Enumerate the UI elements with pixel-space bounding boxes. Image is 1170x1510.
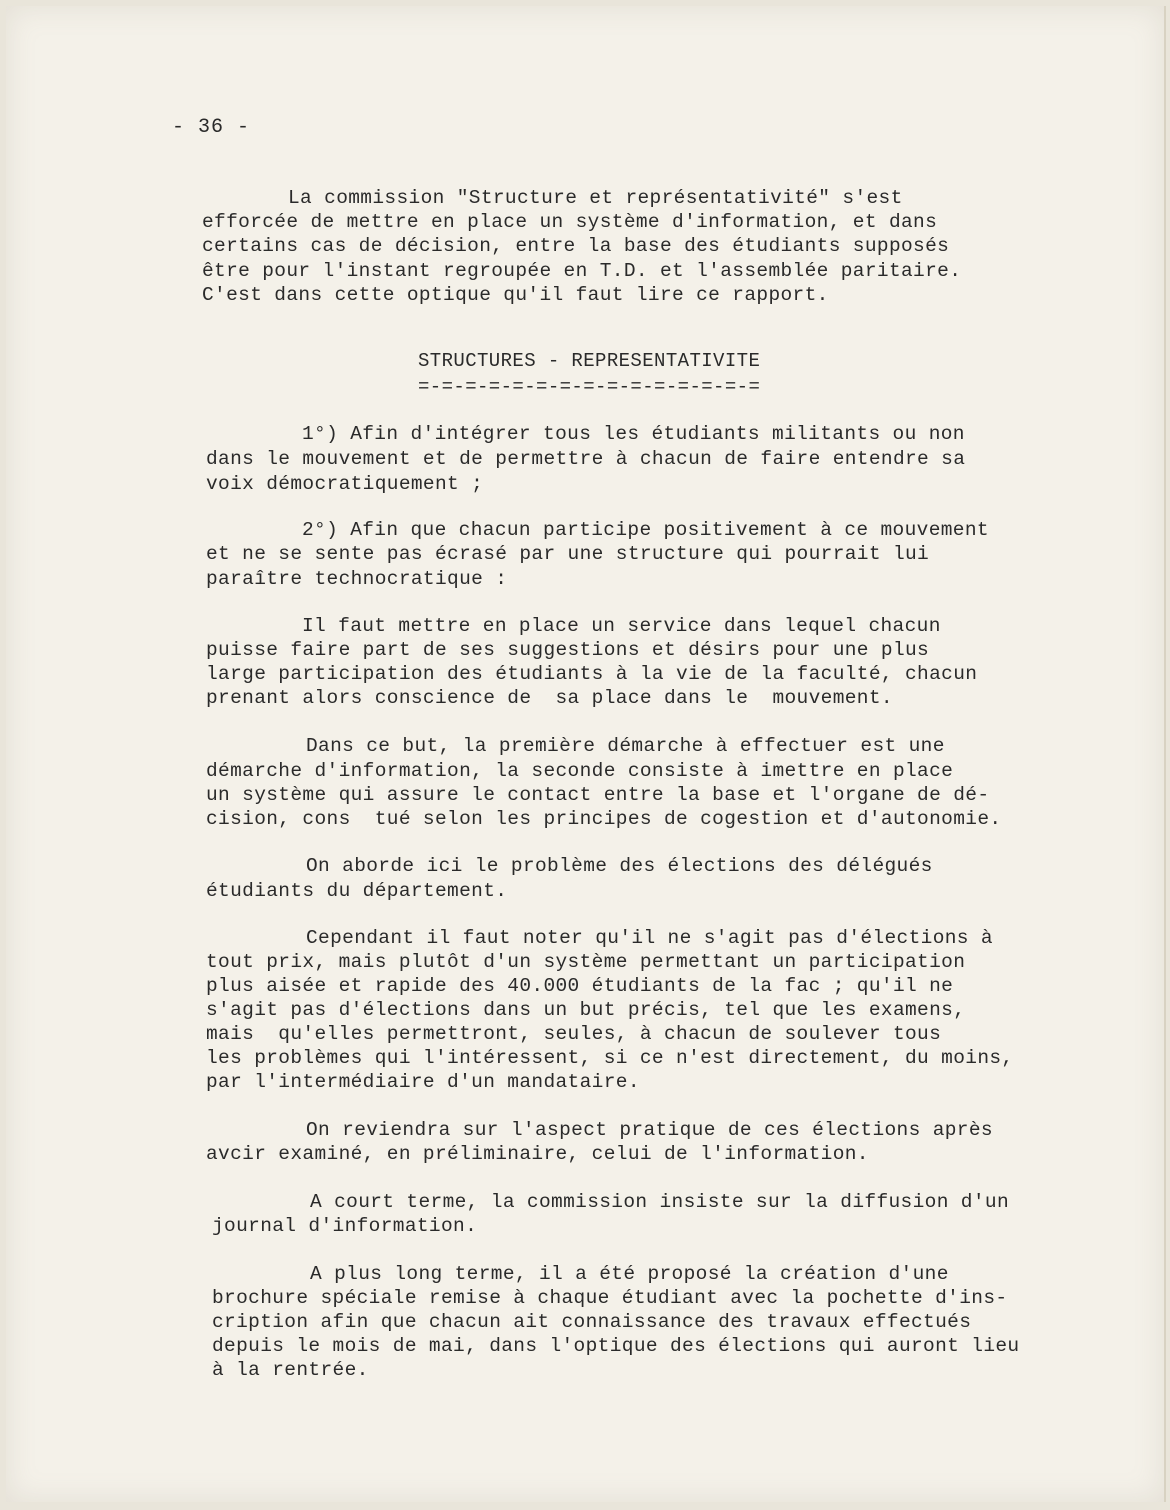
text-line: C'est dans cette optique qu'il faut lire ce rapport. bbox=[202, 284, 829, 306]
text-line: les problèmes qui l'intéressent, si ce n'est directement, du moins, bbox=[206, 1047, 1014, 1069]
page-number: - 36 - bbox=[172, 116, 251, 139]
text-line: dans le mouvement et de permettre à chacun de faire entendre sa bbox=[206, 448, 966, 470]
section-heading: STRUCTURES - REPRESENTATIVITE bbox=[418, 350, 761, 372]
text-line: mais qu'elles permettront, seules, à chacun de soulever tous bbox=[206, 1023, 942, 1045]
text-line: La commission "Structure et représentativité" s'est bbox=[288, 187, 903, 209]
text-line: Dans ce but, la première démarche à effectuer est une bbox=[306, 735, 945, 757]
text-line: A plus long terme, il a été proposé la création d'une bbox=[310, 1263, 949, 1285]
text-line: démarche d'information, la seconde consiste à imettre en place bbox=[206, 760, 954, 782]
text-line: On aborde ici le problème des élections des délégués bbox=[306, 855, 933, 877]
text-line: par l'intermédiaire d'un mandataire. bbox=[206, 1071, 640, 1093]
text-line: Il faut mettre en place un service dans lequel chacun bbox=[302, 615, 941, 637]
text-line: prenant alors conscience de sa place dans le mouvement. bbox=[206, 687, 893, 709]
text-line: s'agit pas d'élections dans un but précis, tel que les examens, bbox=[206, 999, 966, 1021]
text-line: Cependant il faut noter qu'il ne s'agit pas d'élections à bbox=[306, 927, 993, 949]
text-line: cision, cons tué selon les principes de cogestion et d'autonomie. bbox=[206, 808, 1002, 830]
text-line: être pour l'instant regroupée en T.D. et l'assemblée paritaire. bbox=[202, 260, 962, 282]
text-line: 1°) Afin d'intégrer tous les étudiants militants ou non bbox=[302, 423, 965, 445]
text-line: brochure spéciale remise à chaque étudiant avec la pochette d'ins- bbox=[212, 1287, 1008, 1309]
text-line: à la rentrée. bbox=[212, 1359, 369, 1381]
document-page bbox=[6, 6, 1166, 1502]
heading-underline: =-=-=-=-=-=-=-=-=-=-=-=-=-=-= bbox=[418, 376, 761, 398]
show-through-artifact bbox=[866, 406, 1166, 408]
text-line: journal d'information. bbox=[212, 1215, 478, 1237]
text-line: et ne se sente pas écrasé par une structure qui pourrait lui bbox=[206, 543, 930, 565]
text-line: avcir examiné, en préliminaire, celui de l'information. bbox=[206, 1143, 869, 1165]
text-line: efforcée de mettre en place un système d'information, et dans bbox=[202, 211, 938, 233]
text-line: 2°) Afin que chacun participe positivement à ce mouvement bbox=[302, 519, 989, 541]
text-line: étudiants du département. bbox=[206, 880, 508, 902]
text-line: certains cas de décision, entre la base des étudiants supposés bbox=[202, 235, 950, 257]
text-line: tout prix, mais plutôt d'un système permettant un participation bbox=[206, 951, 966, 973]
text-line: A court terme, la commission insiste sur la diffusion d'un bbox=[310, 1191, 1010, 1213]
text-line: paraître technocratique : bbox=[206, 568, 508, 590]
text-line: un système qui assure le contact entre la base et l'organe de dé- bbox=[206, 784, 990, 806]
text-line: cription afin que chacun ait connaissance des travaux effectués bbox=[212, 1311, 972, 1333]
text-line: plus aisée et rapide des 40.000 étudiants de la fac ; qu'il ne bbox=[206, 975, 954, 997]
text-line: On reviendra sur l'aspect pratique de ces élections après bbox=[306, 1119, 993, 1141]
text-line: depuis le mois de mai, dans l'optique des élections qui auront lieu bbox=[212, 1335, 1020, 1357]
text-line: voix démocratiquement ; bbox=[206, 473, 484, 495]
text-line: puisse faire part de ses suggestions et désirs pour une plus bbox=[206, 639, 930, 661]
text-line: large participation des étudiants à la vie de la faculté, chacun bbox=[206, 663, 978, 685]
